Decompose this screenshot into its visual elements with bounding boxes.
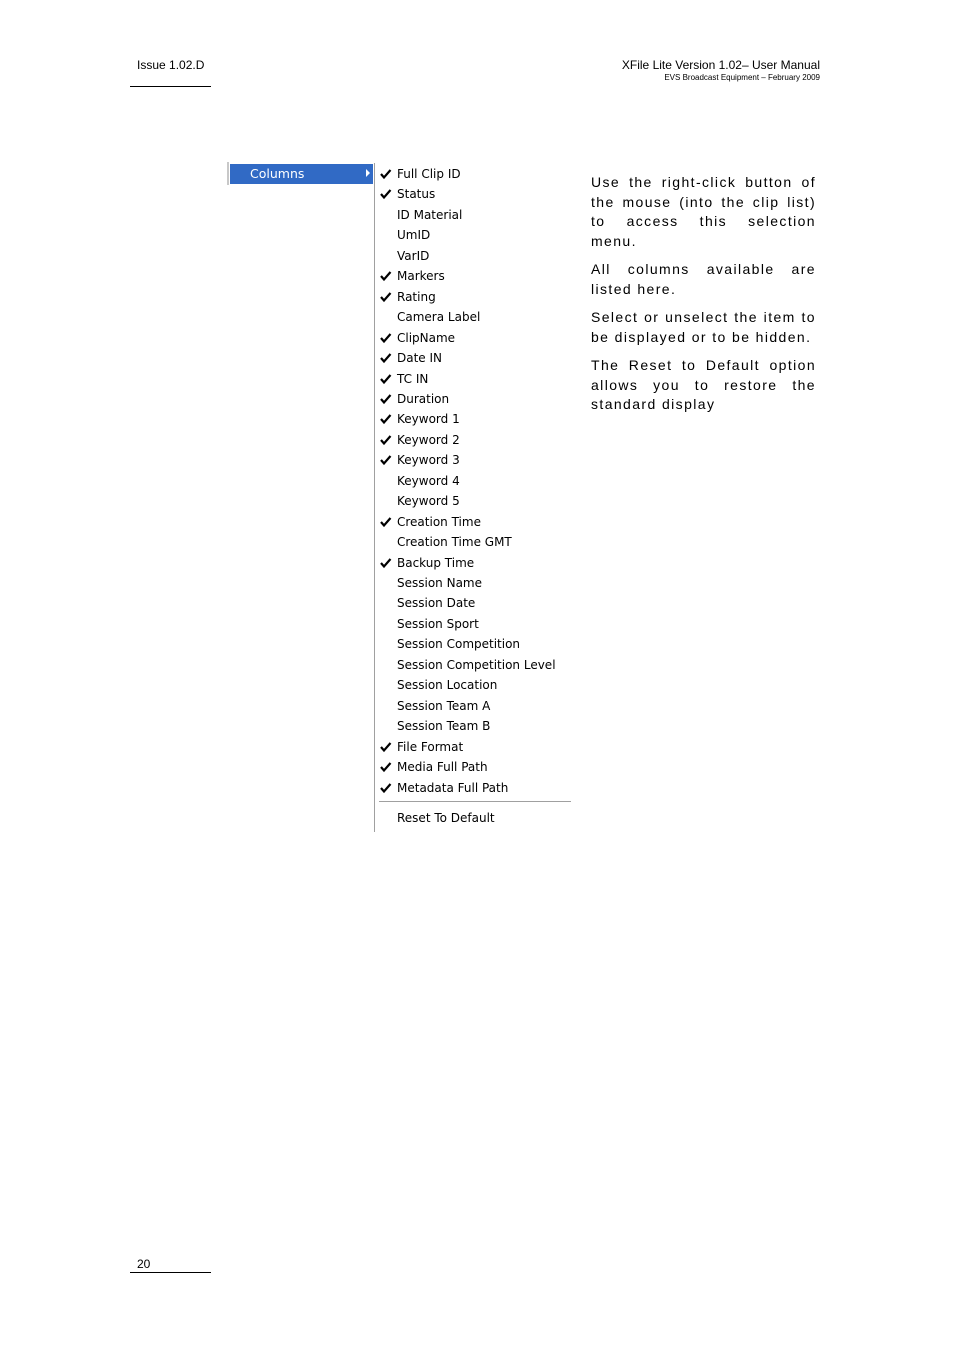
checkmark-icon (379, 290, 393, 304)
menu-item-label: Session Date (397, 596, 476, 611)
menu-item-label: Session Name (397, 576, 483, 590)
menu-item-label: Metadata Full Path (397, 780, 509, 795)
footer-rule (130, 1272, 211, 1273)
description-paragraph: Use the right-click button of the mouse (into the clip list) to access this selection menu. (591, 174, 816, 249)
menu-item[interactable] (379, 532, 569, 552)
columns-submenu (374, 163, 572, 832)
menu-item[interactable] (379, 184, 569, 204)
checkmark-icon (379, 740, 393, 754)
menu-item[interactable] (379, 593, 569, 613)
checkmark-icon (379, 331, 393, 345)
checkmark-icon (379, 453, 393, 467)
checkmark-icon (379, 167, 393, 181)
menu-item[interactable] (379, 369, 569, 389)
menu-item-label: Keyword 5 (397, 494, 460, 509)
menu-item-label: Full Clip ID (397, 167, 461, 181)
description-paragraph: The Reset to Default option allows you to restore the standard display (591, 357, 816, 412)
page-number: 20 (137, 1257, 151, 1271)
menu-item-label: Creation Time (397, 514, 481, 529)
menu-item-label: UmID (397, 228, 431, 243)
document-title: XFile Lite Version 1.02– User Manual (621, 58, 820, 72)
document-header (622, 58, 820, 82)
menu-item[interactable] (379, 328, 569, 348)
menu-item[interactable] (379, 409, 569, 429)
menu-item[interactable] (379, 430, 569, 450)
menu-item-label: Session Team A (397, 698, 491, 713)
menu-item-label: Keyword 4 (397, 473, 460, 488)
menu-item[interactable] (379, 757, 569, 777)
menu-item-label: VarID (397, 248, 430, 263)
menu-item-label: Session Location (397, 678, 498, 693)
reset-to-default-item[interactable] (379, 808, 569, 828)
menu-item-label: Session Sport (397, 616, 479, 631)
menu-item-label: File Format (397, 739, 464, 754)
checkmark-icon (379, 392, 393, 406)
menu-item[interactable] (379, 450, 569, 470)
menu-item[interactable] (379, 389, 569, 409)
menu-item[interactable] (379, 573, 569, 593)
menu-item[interactable] (379, 512, 569, 532)
menu-item[interactable] (379, 287, 569, 307)
menu-item-label: Keyword 3 (397, 453, 460, 468)
menu-item[interactable] (379, 266, 569, 286)
menu-item-label: TC IN (397, 371, 429, 386)
checkmark-icon (379, 351, 393, 365)
checkmark-icon (379, 412, 393, 426)
menu-item[interactable] (379, 471, 569, 491)
menu-item[interactable] (379, 737, 569, 757)
document-subtitle: EVS Broadcast Equipment – February 2009 (664, 73, 820, 82)
menu-item-label: Session Team B (397, 719, 491, 734)
menu-item-label: Creation Time GMT (397, 535, 512, 550)
description-paragraph: All columns available are listed here. (591, 261, 816, 297)
menu-item-label: Keyword 1 (397, 412, 460, 427)
checkmark-icon (379, 269, 393, 283)
menu-item-label: Markers (397, 269, 445, 284)
menu-item-label: Date IN (397, 351, 443, 366)
checkmark-icon (379, 372, 393, 386)
description-paragraph: Select or unselect the item to be displayed or to be hidden. (591, 309, 816, 345)
checkmark-icon (379, 760, 393, 774)
menu-item-label: Status (397, 187, 436, 202)
menu-item-label: ID Material (397, 207, 463, 222)
menu-item[interactable] (379, 348, 569, 368)
menu-item[interactable] (379, 307, 569, 327)
menu-item[interactable] (379, 778, 569, 798)
columns-menu-label: Columns (250, 166, 305, 181)
submenu-arrow-icon (366, 169, 370, 177)
reset-label: Reset To Default (397, 811, 495, 825)
checkmark-icon (379, 515, 393, 529)
checkmark-icon (379, 781, 393, 795)
issue-label: Issue 1.02.D (137, 58, 205, 72)
checkmark-icon (379, 433, 393, 447)
checkmark-icon (379, 187, 393, 201)
menu-item[interactable] (379, 716, 569, 736)
menu-item[interactable] (379, 164, 569, 184)
description-text (591, 173, 816, 424)
menu-item-label: Duration (397, 391, 450, 406)
menu-item-label: Rating (397, 289, 436, 304)
menu-item[interactable] (379, 246, 569, 266)
menu-item[interactable] (379, 553, 569, 573)
menu-item[interactable] (379, 696, 569, 716)
menu-item[interactable] (379, 634, 569, 654)
header-rule (130, 86, 211, 87)
menu-item[interactable] (379, 225, 569, 245)
menu-item-label: Media Full Path (397, 760, 488, 775)
menu-item-label: ClipName (397, 330, 456, 345)
menu-item[interactable] (379, 491, 569, 511)
columns-menu-item[interactable] (227, 162, 374, 185)
menu-item-label: Camera Label (397, 310, 481, 325)
checkmark-icon (379, 556, 393, 570)
menu-item-label: Session Competition (397, 637, 521, 652)
menu-item-label: Backup Time (397, 555, 475, 570)
menu-item-label: Session Competition Level (397, 657, 556, 672)
menu-item-label: Keyword 2 (397, 432, 460, 447)
menu-item[interactable] (379, 655, 569, 675)
menu-item[interactable] (379, 614, 569, 634)
menu-item[interactable] (379, 675, 569, 695)
menu-item[interactable] (379, 205, 569, 225)
